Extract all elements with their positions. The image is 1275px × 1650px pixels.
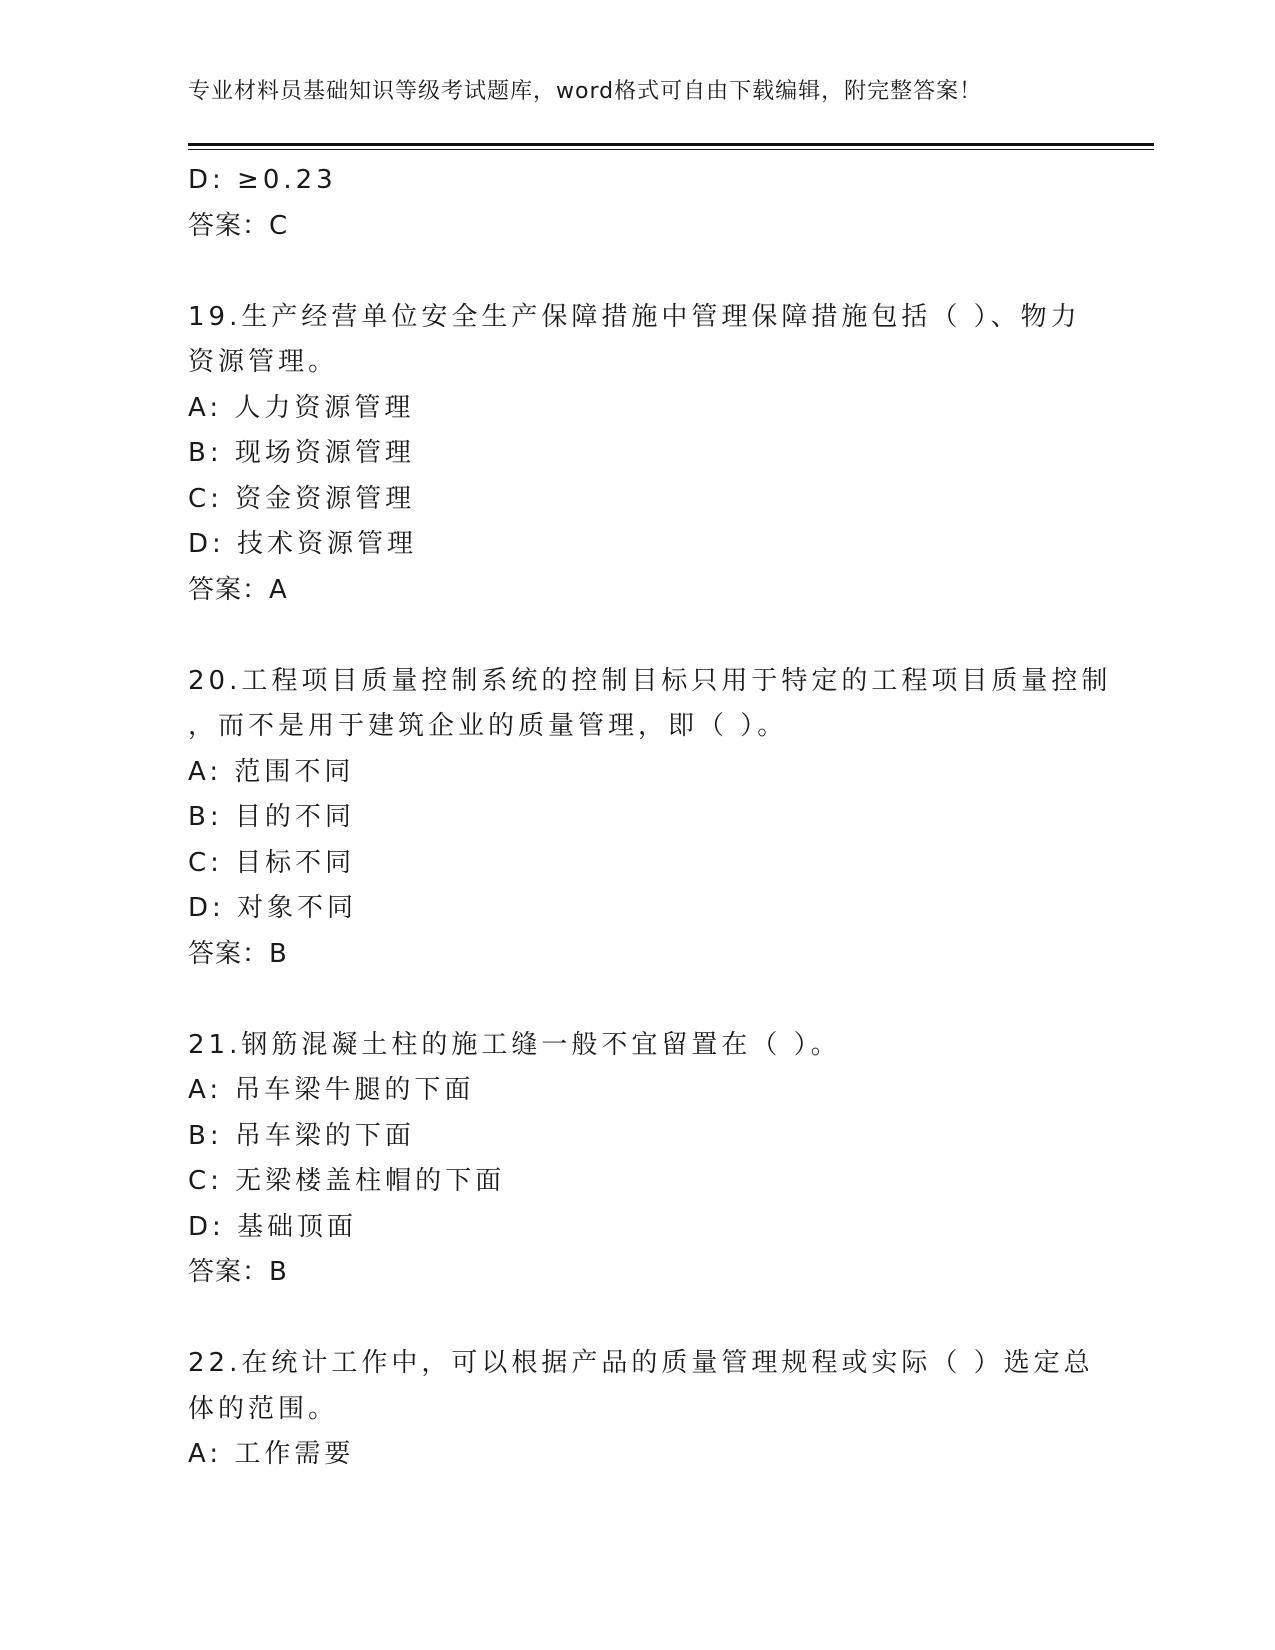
question-stem [188,1341,1094,1432]
question-20 [188,659,1112,978]
option-b: B: 目的不同 [188,802,355,832]
stem-line: 资源管理。 [188,347,339,377]
question-19 [188,295,1088,614]
answer: 答案：B [188,938,288,969]
option-d: D: 对象不同 [188,893,358,923]
question-stem [188,295,1088,386]
answer: 答案：B [188,1257,288,1287]
question-stem [188,1023,1088,1069]
stem-line: 19.生产经营单位安全生产保障措施中管理保障措施包括（ ）、物力 [188,301,1081,332]
option-a: A: 范围不同 [188,756,355,787]
header-rule-thin [188,149,1154,150]
option-c: C: 无梁楼盖柱帽的下面 [188,1166,506,1196]
option-b: B: 现场资源管理 [188,438,415,468]
stem-line: ，而不是用于建筑企业的质量管理，即（ ）。 [188,711,788,741]
question-stem [188,659,1112,750]
prev-answer: 答案：C [188,210,289,241]
question-21 [188,1023,1088,1296]
header-rule-thick [188,143,1154,146]
option-c: C: 资金资源管理 [188,483,416,514]
prev-option-d: D: ≥0.23 [188,165,337,195]
stem-line: 体的范围。 [188,1393,339,1424]
page-header: 专业材料员基础知识等级考试题库，word格式可自由下载编辑，附完整答案！ [188,79,983,104]
option-b: B: 吊车梁的下面 [188,1120,415,1151]
question-22 [188,1341,1094,1478]
stem-line: 20.工程项目质量控制系统的控制目标只用于特定的工程项目质量控制 [188,665,1112,696]
document-body [188,158,1112,1478]
answer: 答案：A [188,574,288,605]
option-a: A: 吊车梁牛腿的下面 [188,1075,475,1105]
option-a: A: 人力资源管理 [188,392,415,423]
option-d: D: 基础顶面 [188,1211,358,1242]
option-c: C: 目标不同 [188,847,356,878]
option-d: D: 技术资源管理 [188,529,418,559]
stem-line: 22.在统计工作中，可以根据产品的质量管理规程或实际（ ）选定总 [188,1348,1094,1378]
option-a: A: 工作需要 [188,1439,355,1469]
stem-line: 21.钢筋混凝土柱的施工缝一般不宜留置在（ ）。 [188,1029,841,1060]
